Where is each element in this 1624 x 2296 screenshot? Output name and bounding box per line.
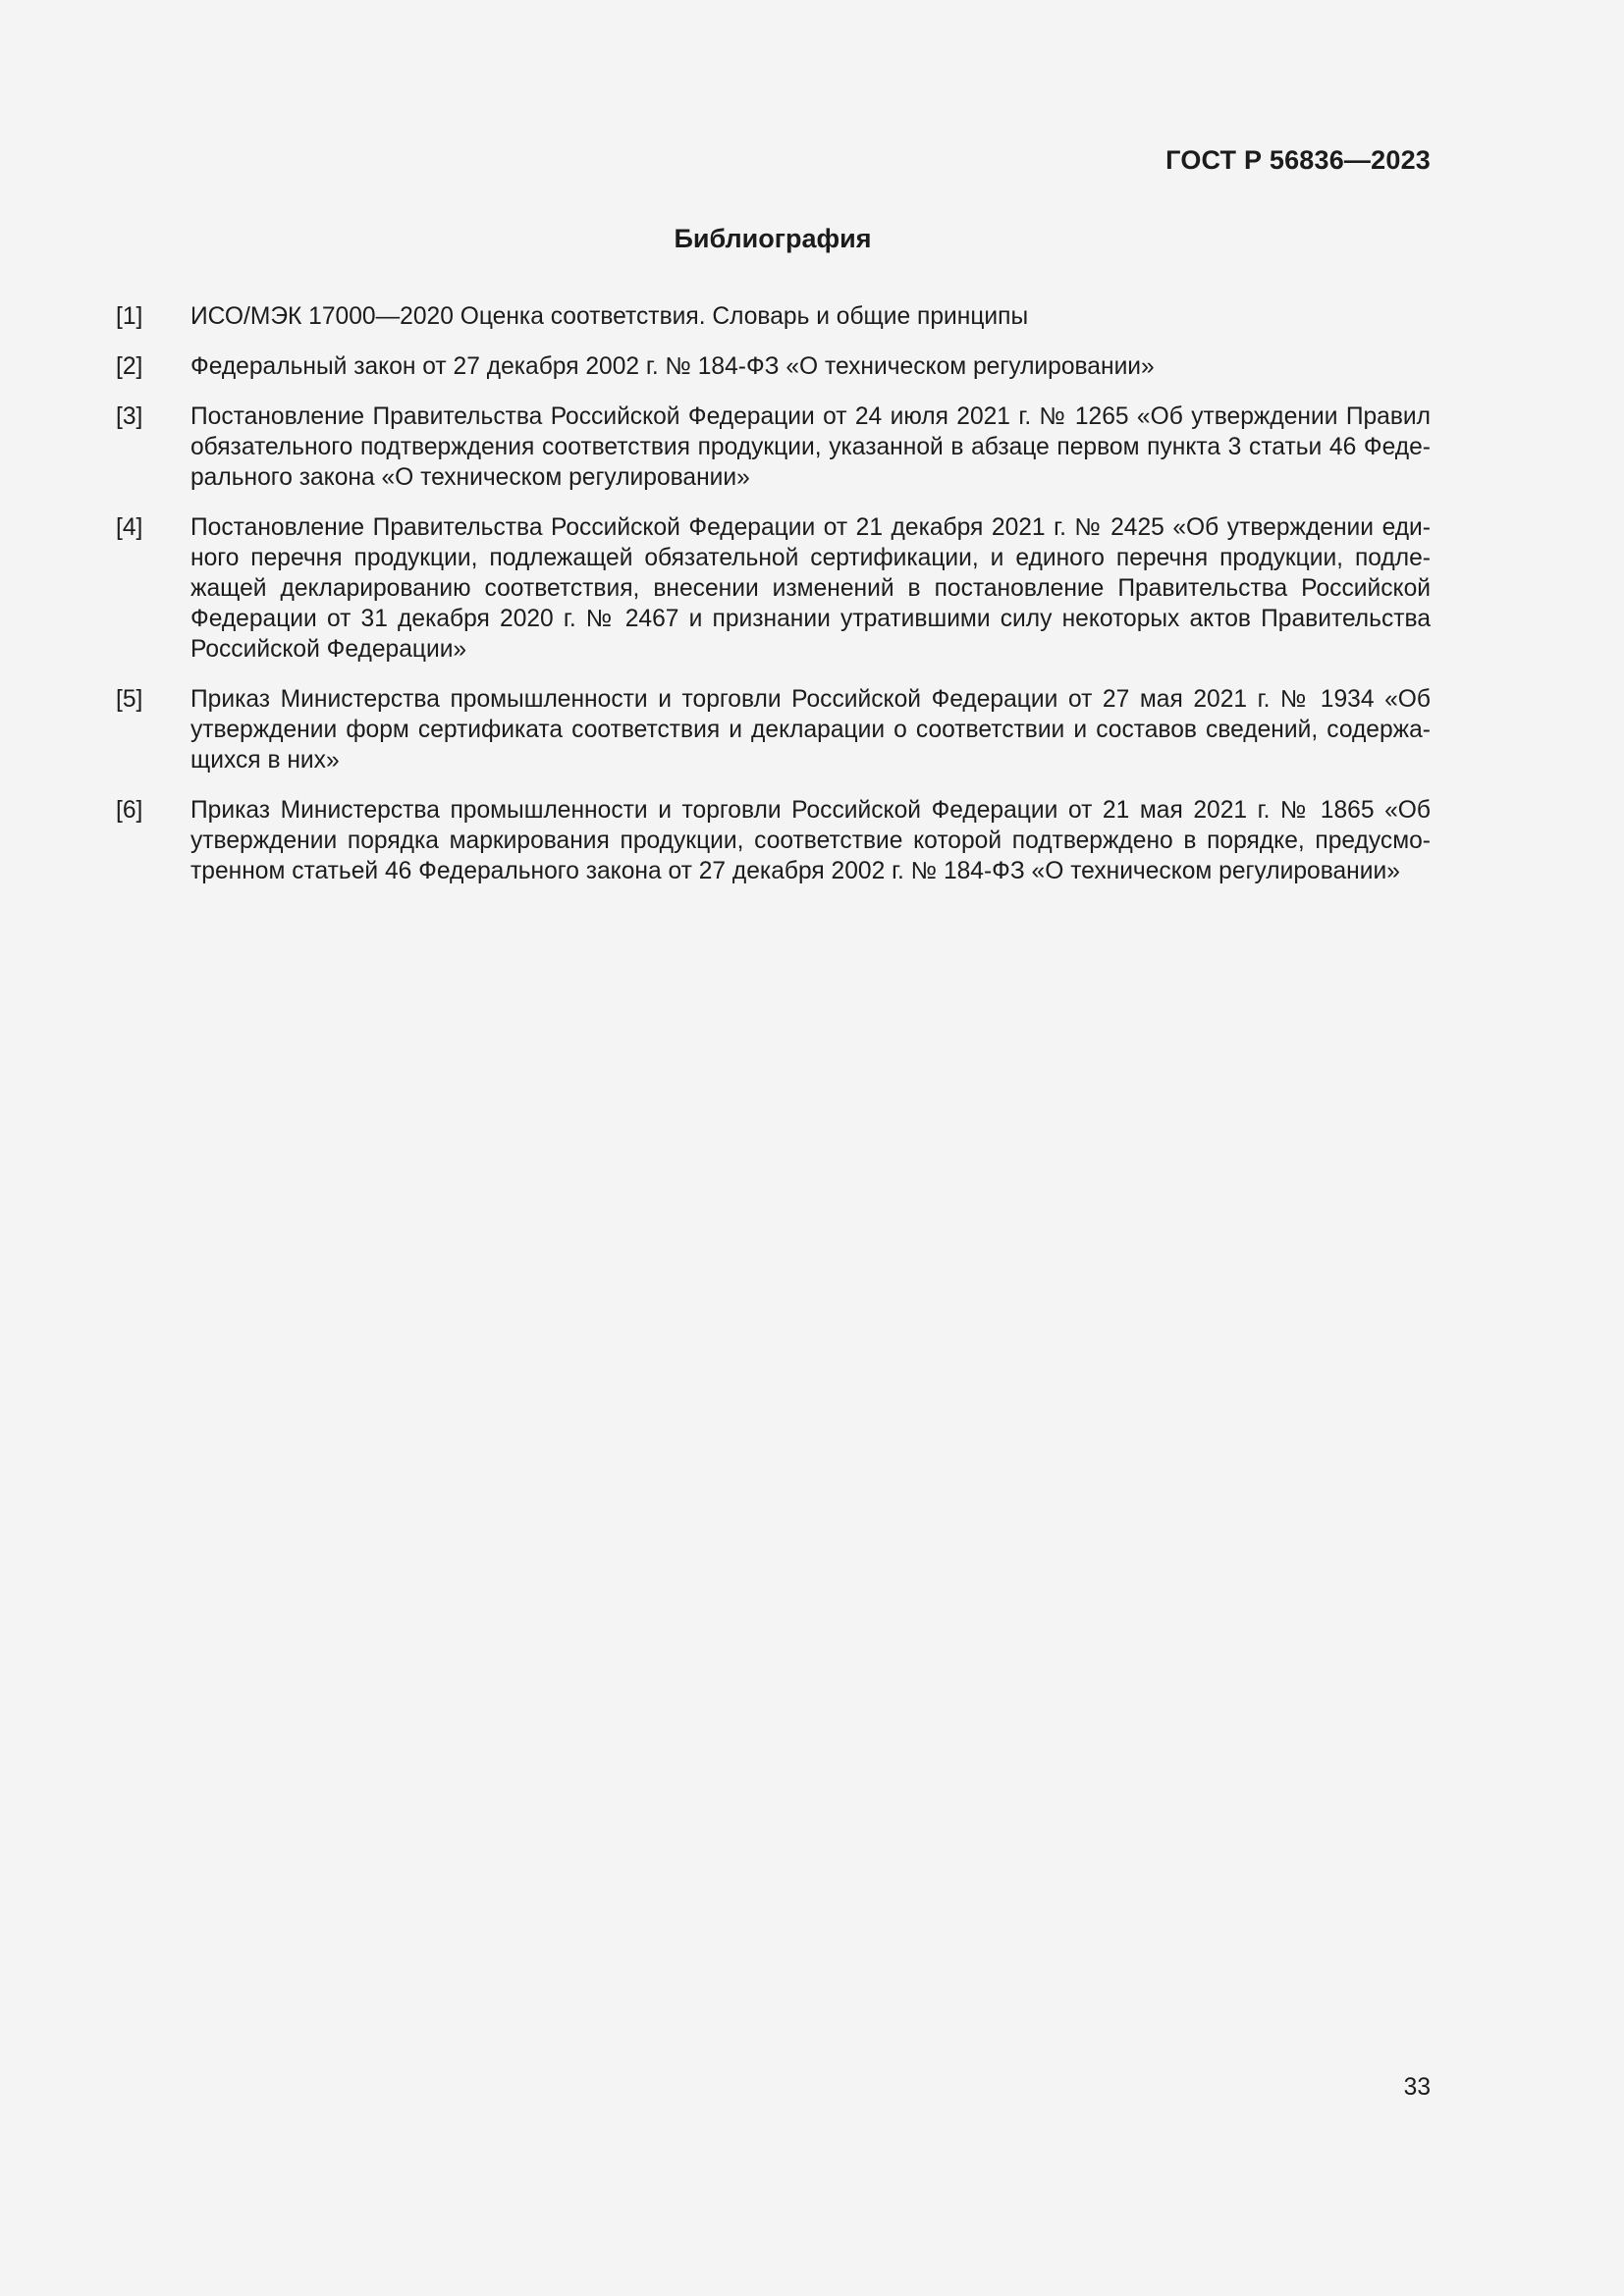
page-number: 33 — [1403, 2074, 1431, 2101]
bibliography-entry-number: [2] — [116, 353, 143, 380]
document-code: ГОСТ Р 56836—2023 — [1165, 145, 1431, 175]
bibliography-entry — [116, 401, 1431, 493]
bibliography-entry — [116, 795, 1431, 886]
section-title: Библиография — [674, 224, 872, 253]
bibliography-entry — [116, 301, 1431, 332]
bibliography-entry — [116, 351, 1431, 382]
bibliography-entry-text: Приказ Министерства промышленности и торговли Российской Федерации от 21 мая 2021 г. № 1865 «Об утверждении порядка маркирования продукции, соответствие которой подтверждено в порядке, предусмотренном статьей 46 Федерального закона от 27 декабря 2002 г. № 184-ФЗ «О техническом регулировании» — [190, 797, 1431, 884]
bibliography-list — [116, 301, 1431, 906]
bibliography-entry-text: ИСО/МЭК 17000—2020 Оценка соответствия. Словарь и общие принципы — [190, 303, 1029, 330]
bibliography-entry-number: [5] — [116, 686, 143, 713]
bibliography-entry-text: Постановление Правительства Российской Федерации от 24 июля 2021 г. № 1265 «Об утверждении Правил обязательного подтверждения соответствия продукции, указанной в абзаце первом пункта 3 статьи 46 Федерального закона «О техническом регулировании» — [190, 403, 1431, 491]
bibliography-entry-number: [6] — [116, 797, 143, 824]
bibliography-entry — [116, 684, 1431, 775]
bibliography-entry-number: [1] — [116, 303, 143, 330]
bibliography-entry-number: [4] — [116, 514, 143, 541]
bibliography-entry-text: Постановление Правительства Российской Федерации от 21 декабря 2021 г. № 2425 «Об утверждении единого перечня продукции, подлежащей обязательной сертификации, и единого перечня продукции, подлежащей декларированию соответствия, внесении изменений в постановление Правительства Российской Федерации от 31 декабря 2020 г. № 2467 и признании утратившими силу некоторых актов Правительства Российской Федерации» — [190, 514, 1431, 663]
bibliography-entry-text: Приказ Министерства промышленности и торговли Российской Федерации от 27 мая 2021 г. № 1934 «Об утверждении форм сертификата соответствия и декларации о соответствии и составов сведений, содержащихся в них» — [190, 686, 1431, 774]
bibliography-entry — [116, 512, 1431, 665]
bibliography-entry-text: Федеральный закон от 27 декабря 2002 г. № 184-ФЗ «О техническом регулировании» — [190, 353, 1155, 380]
bibliography-entry-number: [3] — [116, 403, 143, 430]
